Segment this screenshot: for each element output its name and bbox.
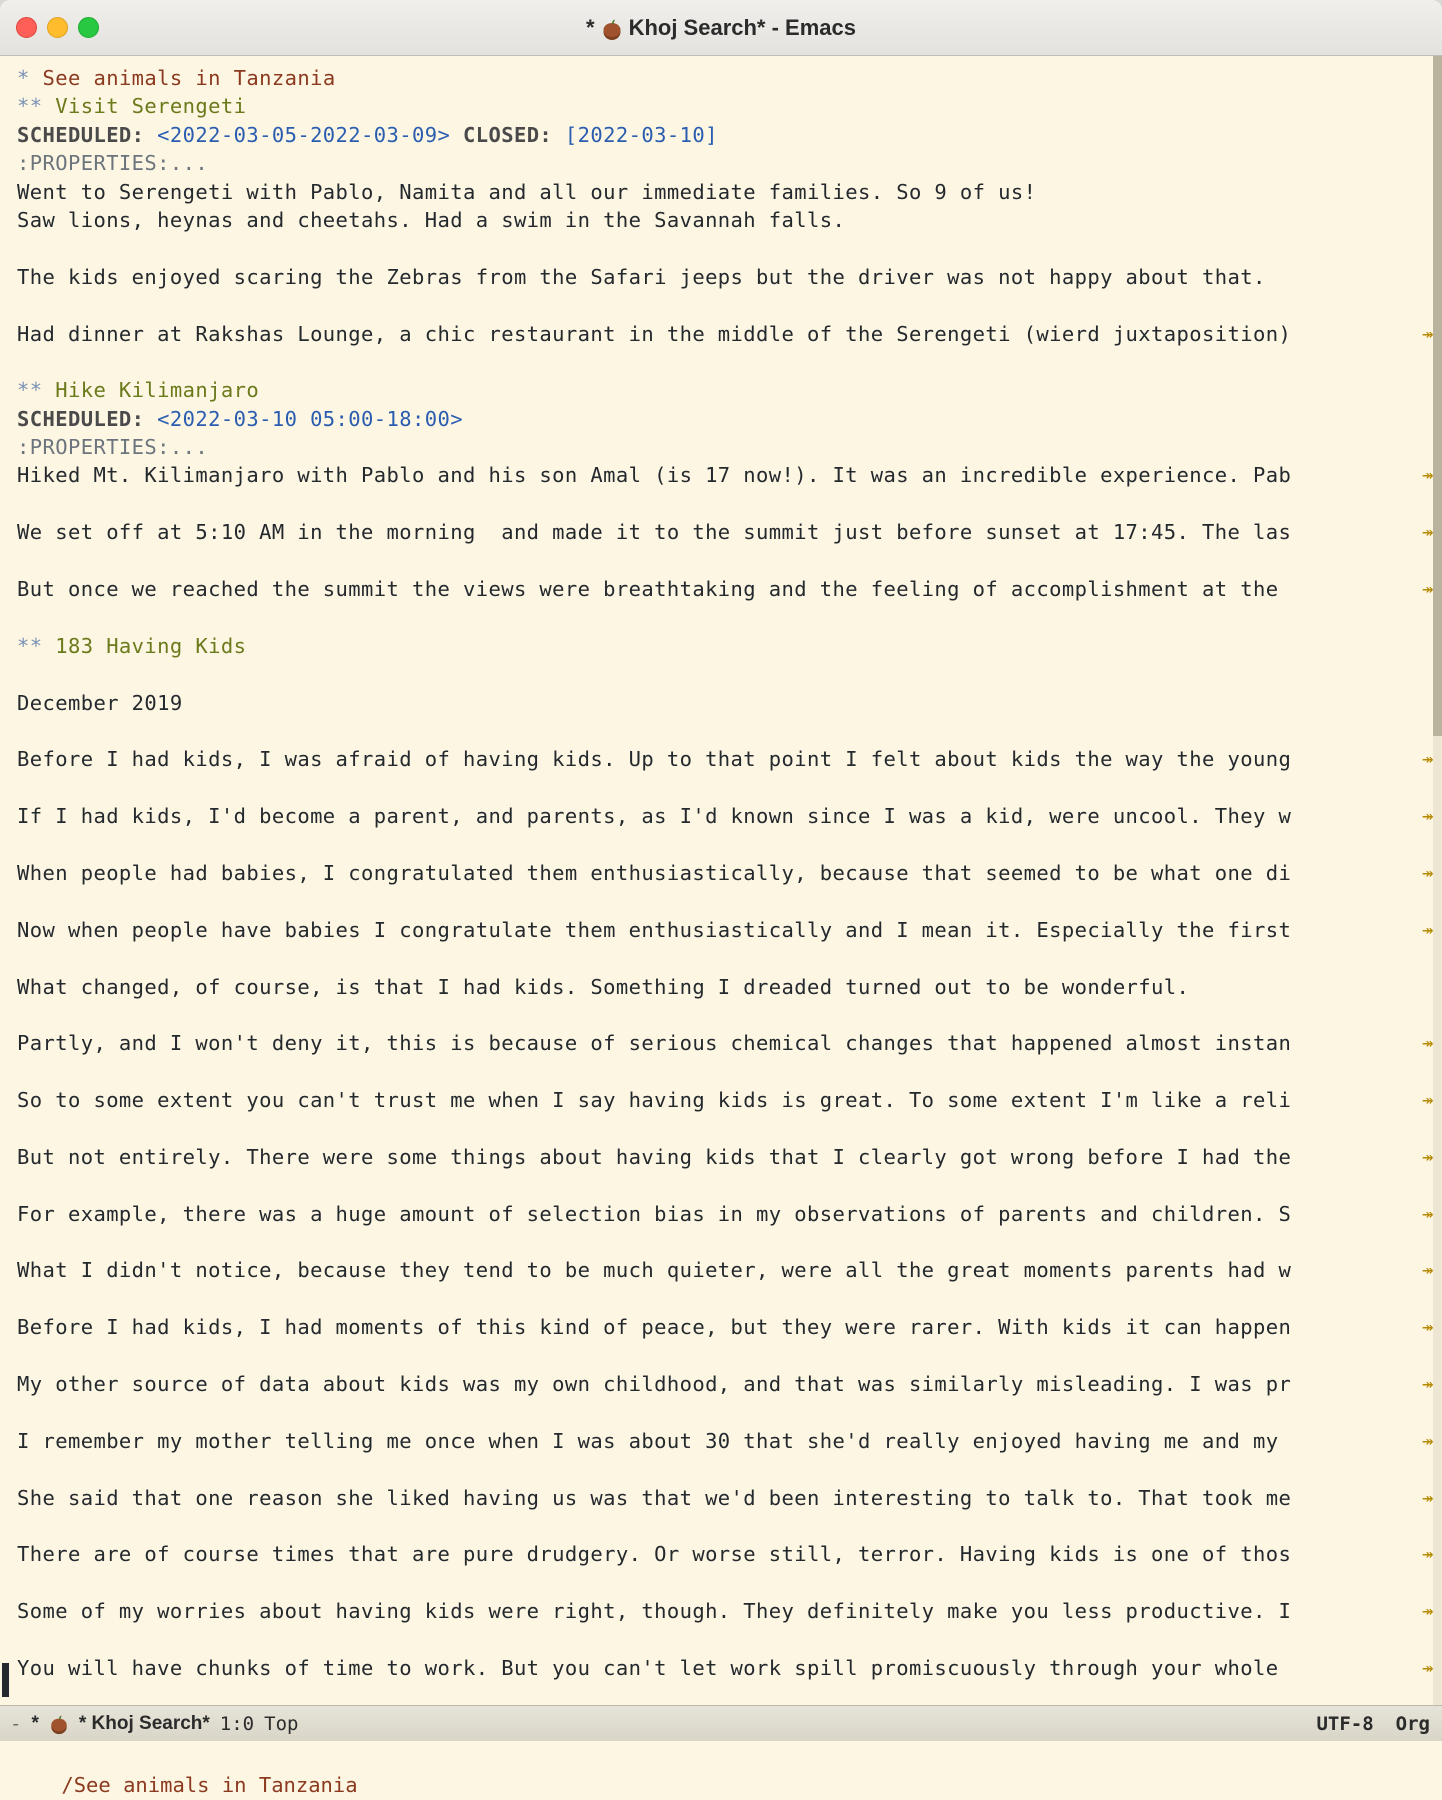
buffer-line (0, 1114, 1442, 1142)
buffer-line (0, 234, 1442, 262)
buffer-line (0, 831, 1442, 859)
scheduled-keyword: SCHEDULED: (17, 122, 145, 147)
buffer-line (0, 1256, 1442, 1284)
modeline-scroll-state: Top (264, 1712, 299, 1735)
buffer-line (0, 973, 1442, 1001)
minibuffer-text: /See animals in Tanzania (61, 1773, 358, 1797)
buffer-line (0, 92, 1442, 120)
line-continuation-icon: ↠ (1422, 322, 1434, 345)
line-continuation-icon: ↠ (1422, 1543, 1434, 1566)
buffer-line (0, 1171, 1442, 1199)
buffer-line (0, 802, 1442, 830)
buffer-text: Partly, and I won't deny it, this is because of serious chemical changes that happened almost instan (17, 1031, 1292, 1056)
line-continuation-icon: ↠ (1422, 805, 1434, 828)
line-continuation-icon: ↠ (1422, 1032, 1434, 1055)
properties-drawer[interactable]: :PROPERTIES:... (17, 435, 209, 460)
buffer-text: Before I had kids, I was afraid of having kids. Up to that point I felt about kids the way the young (17, 747, 1292, 772)
modeline-marks: - (10, 1712, 22, 1735)
buffer-line (0, 1455, 1442, 1483)
buffer-text: You will have chunks of time to work. But you can't let work spill promiscuously through your whole (17, 1655, 1292, 1680)
buffer-line (0, 461, 1442, 489)
modeline-buffer-name: * Khoj Search* (78, 1712, 210, 1734)
buffer-line (0, 1370, 1442, 1398)
emacs-icon (602, 19, 622, 41)
buffer-line (0, 320, 1442, 348)
buffer-line (0, 1342, 1442, 1370)
scheduled-timestamp[interactable]: <2022-03-10 05:00-18:00> (144, 406, 463, 431)
close-button[interactable] (16, 17, 37, 38)
buffer-line (0, 376, 1442, 404)
buffer-text: When people had babies, I congratulated them enthusiastically, because that seemed to be what one di (17, 860, 1292, 885)
buffer-text: But not entirely. There were some things about having kids that I clearly got wrong before I had the (17, 1144, 1292, 1169)
buffer-text: Hiked Mt. Kilimanjaro with Pablo and his son Amal (is 17 now!). It was an incredible experience. Pab (17, 463, 1292, 488)
buffer-line (0, 1512, 1442, 1540)
buffer-line (0, 1597, 1442, 1625)
buffer-line (0, 1285, 1442, 1313)
heading-stars: ** (17, 378, 43, 403)
buffer-line (0, 348, 1442, 376)
buffer-line (0, 717, 1442, 745)
buffer-text: For example, there was a huge amount of selection bias in my observations of parents and children. S (17, 1201, 1292, 1226)
buffer-text: The kids enjoyed scaring the Zebras from the Safari jeeps but the driver was not happy about that. (17, 264, 1266, 289)
buffer-text: But once we reached the summit the views were breathtaking and the feeling of accomplishment at the (17, 577, 1292, 602)
line-continuation-icon: ↠ (1422, 1259, 1434, 1282)
buffer-line (0, 178, 1442, 206)
buffer-text: If I had kids, I'd become a parent, and parents, as I'd known since I was a kid, were uncool. They w (17, 804, 1292, 829)
buffer-text: So to some extent you can't trust me when I say having kids is great. To some extent I'm like a reli (17, 1088, 1292, 1113)
org-buffer[interactable] (0, 56, 1442, 1705)
window-title-main: Khoj Search* - Emacs (628, 14, 856, 40)
line-continuation-icon: ↠ (1422, 1145, 1434, 1168)
buffer-text: Some of my worries about having kids were right, though. They definitely make you less productive. I (17, 1599, 1292, 1624)
buffer-line (0, 632, 1442, 660)
buffer-line (0, 149, 1442, 177)
buffer-line (0, 547, 1442, 575)
buffer-line (0, 1398, 1442, 1426)
buffer-line (0, 1228, 1442, 1256)
buffer-line (0, 1540, 1442, 1568)
buffer-line (0, 1001, 1442, 1029)
buffer-line (0, 774, 1442, 802)
buffer-line (0, 64, 1442, 92)
buffer-line (0, 1427, 1442, 1455)
minimize-button[interactable] (47, 17, 68, 38)
heading-stars: ** (17, 94, 43, 119)
buffer-line (0, 1682, 1442, 1705)
buffer-line (0, 944, 1442, 972)
line-continuation-icon: ↠ (1422, 1316, 1434, 1339)
line-continuation-icon: ↠ (1422, 1600, 1434, 1623)
modeline-buffer-prefix: * (31, 1712, 39, 1734)
buffer-line (0, 1143, 1442, 1171)
closed-timestamp[interactable]: [2022-03-10] (552, 122, 718, 147)
buffer-text: What changed, of course, is that I had kids. Something I dreaded turned out to be wonderful. (17, 974, 1190, 999)
line-continuation-icon: ↠ (1422, 578, 1434, 601)
line-continuation-icon: ↠ (1422, 1656, 1434, 1679)
buffer-text: There are of course times that are pure drudgery. Or worse still, terror. Having kids is one of thos (17, 1542, 1292, 1567)
buffer-line (0, 689, 1442, 717)
buffer-line (0, 433, 1442, 461)
buffer-text: She said that one reason she liked having us was that we'd been interesting to talk to. That took me (17, 1485, 1292, 1510)
zoom-button[interactable] (78, 17, 99, 38)
line-continuation-icon: ↠ (1422, 1202, 1434, 1225)
line-continuation-icon: ↠ (1422, 748, 1434, 771)
properties-drawer[interactable]: :PROPERTIES:... (17, 151, 209, 176)
buffer-line (0, 405, 1442, 433)
buffer-text: Before I had kids, I had moments of this kind of peace, but they were rarer. With kids it can happen (17, 1315, 1292, 1340)
buffer-line (0, 291, 1442, 319)
buffer-line (0, 1569, 1442, 1597)
heading-stars: ** (17, 633, 43, 658)
line-continuation-icon: ↠ (1422, 1486, 1434, 1509)
buffer-line (0, 490, 1442, 518)
buffer-line (0, 887, 1442, 915)
emacs-icon-modeline (49, 1715, 69, 1737)
line-continuation-icon: ↠ (1422, 1429, 1434, 1452)
cursor (2, 1663, 9, 1697)
buffer-text: Saw lions, heynas and cheetahs. Had a swim in the Savannah falls. (17, 207, 846, 232)
line-continuation-icon: ↠ (1422, 464, 1434, 487)
heading-level-2: 183 Having Kids (42, 633, 247, 658)
heading-level-2: Hike Kilimanjaro (42, 378, 260, 403)
scheduled-timestamp[interactable]: <2022-03-05-2022-03-09> (144, 122, 463, 147)
buffer-line (0, 1625, 1442, 1653)
heading-stars: * (17, 66, 30, 90)
buffer-line (0, 603, 1442, 631)
modeline-major-mode: Org (1395, 1712, 1430, 1735)
heading-level-2: Visit Serengeti (42, 94, 247, 119)
buffer-line (0, 660, 1442, 688)
buffer-text: What I didn't notice, because they tend to be much quieter, were all the great moments parents had w (17, 1258, 1292, 1283)
line-continuation-icon: ↠ (1422, 1372, 1434, 1395)
buffer-text: We set off at 5:10 AM in the morning and made it to the summit just before sunset at 17:45. The las (17, 520, 1292, 545)
buffer-line (0, 1029, 1442, 1057)
mode-line (0, 1705, 1442, 1741)
buffer-line (0, 206, 1442, 234)
window-titlebar (0, 0, 1442, 56)
buffer-text: Now when people have babies I congratulate them enthusiastically and I mean it. Especially the first (17, 917, 1292, 942)
buffer-line (0, 1313, 1442, 1341)
buffer-line (0, 1654, 1442, 1682)
buffer-line (0, 1200, 1442, 1228)
buffer-line (0, 1484, 1442, 1512)
heading-level-1: See animals in Tanzania (29, 66, 336, 90)
line-continuation-icon: ↠ (1422, 861, 1434, 884)
buffer-line (0, 745, 1442, 773)
line-continuation-icon: ↠ (1422, 1089, 1434, 1112)
window-title-prefix: * (586, 14, 595, 40)
buffer-text: Went to Serengeti with Pablo, Namita and all our immediate families. So 9 of us! (17, 179, 1037, 204)
minibuffer[interactable] (0, 1741, 1442, 1800)
closed-keyword: CLOSED: (462, 122, 553, 147)
line-continuation-icon: ↠ (1422, 918, 1434, 941)
buffer-text: Had dinner at Rakshas Lounge, a chic restaurant in the middle of the Serengeti (wierd juxtaposition) (17, 321, 1292, 346)
line-continuation-icon: ↠ (1422, 521, 1434, 544)
buffer-line (0, 1058, 1442, 1086)
buffer-line (0, 575, 1442, 603)
window-title (0, 15, 1442, 41)
buffer-line (0, 916, 1442, 944)
buffer-text: December 2019 (17, 690, 183, 715)
buffer-text: My other source of data about kids was my own childhood, and that was similarly misleading. I was pr (17, 1371, 1292, 1396)
buffer-text: I remember my mother telling me once when I was about 30 that she'd really enjoyed having me and my (17, 1428, 1292, 1453)
modeline-position: 1:0 (219, 1712, 255, 1735)
buffer-line (0, 859, 1442, 887)
buffer-line (0, 121, 1442, 149)
buffer-line (0, 1086, 1442, 1114)
scheduled-keyword: SCHEDULED: (17, 406, 145, 431)
window-controls (0, 17, 99, 38)
buffer-line (0, 263, 1442, 291)
buffer-line (0, 518, 1442, 546)
modeline-coding-system: UTF-8 (1316, 1712, 1374, 1735)
